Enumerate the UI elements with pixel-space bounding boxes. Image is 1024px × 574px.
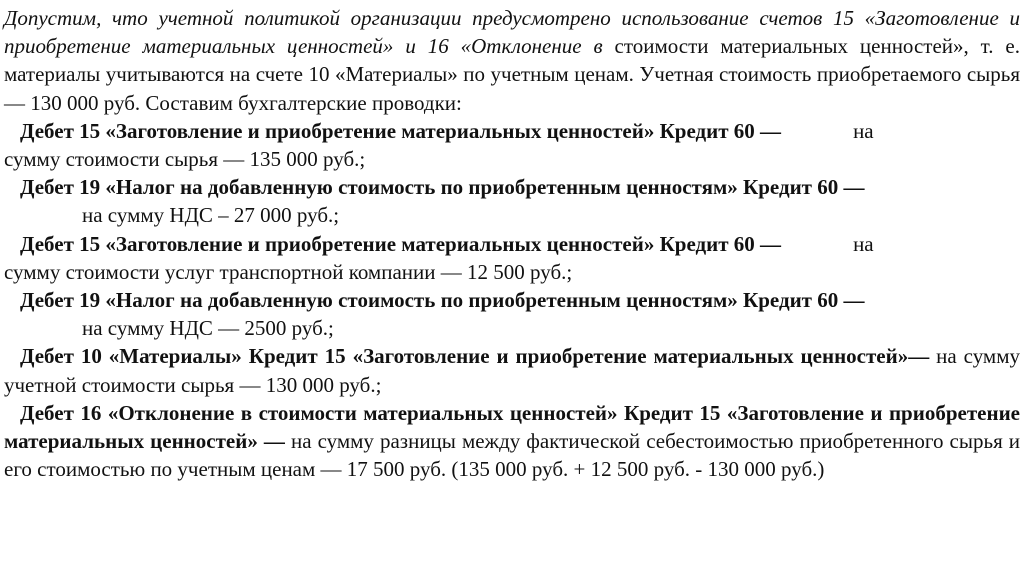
- posting-entry-2-accounts: Дебет 19 «Налог на добавленную стоимость по приобретенным ценностям» Кредит 60 —: [20, 175, 865, 200]
- posting-entry-3-gap-word: на: [853, 231, 874, 256]
- posting-entry-2: [4, 173, 1020, 201]
- document-page: [4, 4, 1020, 483]
- posting-entry-3: [4, 230, 1020, 258]
- posting-entry-1-description: сумму стоимости сырья — 135 000 руб.;: [4, 147, 366, 172]
- posting-entry-2-description: на сумму НДС – 27 000 руб.;: [82, 203, 340, 228]
- posting-entry-6: [4, 399, 1020, 484]
- posting-entry-1: [4, 117, 1020, 145]
- posting-entry-4-description: на сумму НДС — 2500 руб.;: [82, 316, 334, 341]
- posting-entry-3-description: сумму стоимости услуг транспортной компании — 12 500 руб.;: [4, 259, 573, 284]
- posting-entry-6-accounts: Дебет 16 «Отклонение в стоимости материальных ценностей» Кредит 15 «Заготовление и приобретение материальных ценностей» —: [4, 400, 1020, 454]
- posting-entry-1-gap-word: на: [853, 118, 874, 143]
- posting-entry-4-accounts: Дебет 19 «Налог на добавленную стоимость по приобретенным ценностям» Кредит 60 —: [20, 288, 865, 313]
- posting-entry-5-accounts: Дебет 10 «Материалы» Кредит 15 «Заготовление и приобретение материальных ценностей»—: [20, 344, 930, 369]
- posting-entry-3-accounts: Дебет 15 «Заготовление и приобретение материальных ценностей» Кредит 60 —: [20, 231, 782, 256]
- posting-entry-6-description: на сумму разницы между фактической себестоимостью приобретенного сырья и его стоимостью по учетным ценам — 17 500 руб. (135 000 руб. + 12 500 руб. - 130 000 руб.): [4, 429, 1021, 482]
- posting-entry-5-description: на сумму учетной стоимости сырья — 130 000 руб.;: [4, 344, 1020, 397]
- posting-entry-4: [4, 286, 1020, 314]
- intro-paragraph: [4, 4, 1020, 117]
- intro-normal-text: стоимости материальных ценностей», т. е. материалы учитываются на счете 10 «Материалы» по учетным ценам. Учетная стоимость приобретаемого сырья — 130 000 руб. Составим бухгалтерские проводки:: [4, 34, 1020, 115]
- posting-entry-5: [4, 342, 1020, 398]
- posting-entry-1-accounts: Дебет 15 «Заготовление и приобретение материальных ценностей» Кредит 60 —: [20, 118, 782, 143]
- intro-italic-text: Допустим, что учетной политикой организации предусмотрено использование счетов 15 «Заготовление и приобретение материальных ценностей» и 16 «Отклонение в: [4, 6, 1020, 59]
